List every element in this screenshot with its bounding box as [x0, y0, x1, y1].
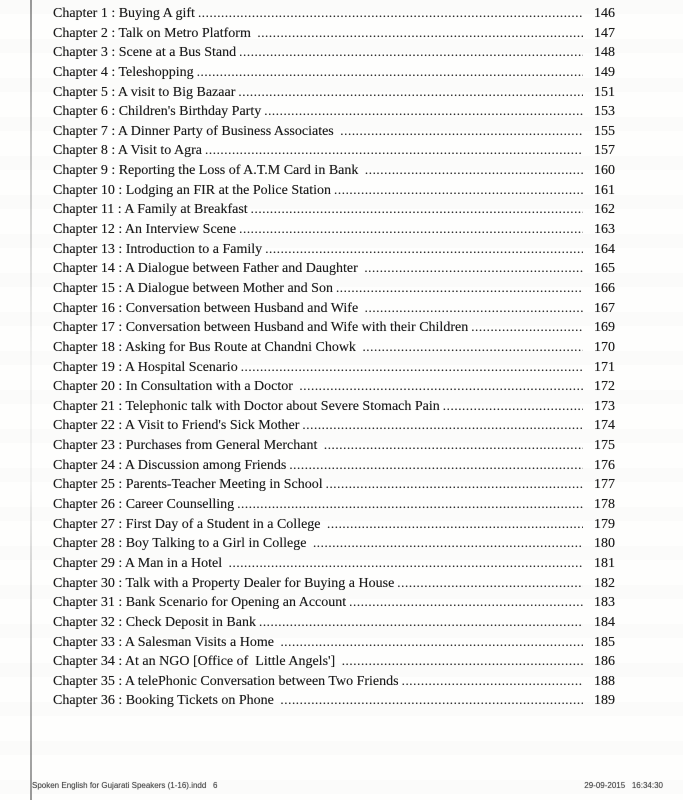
dot-leader — [302, 415, 583, 435]
toc-entry-page: 177 — [594, 477, 615, 493]
toc-entry-page: 188 — [594, 673, 615, 689]
toc-entry-page: 185 — [594, 634, 615, 650]
dot-leader — [264, 101, 583, 121]
toc-entry — [53, 62, 615, 82]
dot-leader — [349, 592, 583, 612]
dot-leader — [313, 533, 583, 553]
toc-entry-page: 149 — [594, 64, 615, 80]
toc-entry — [53, 160, 615, 180]
toc-entry — [53, 317, 615, 337]
dot-leader — [265, 239, 583, 259]
dot-leader — [365, 298, 583, 318]
toc-entry-page: 170 — [594, 339, 615, 355]
toc-entry — [53, 612, 615, 632]
dot-leader — [365, 160, 583, 180]
toc-entry-label: Chapter 16 : Conversation between Husband and Wife — [53, 300, 362, 316]
toc-entry-label: Chapter 4 : Teleshopping — [53, 64, 194, 80]
dot-leader — [239, 219, 583, 239]
toc-entry-page: 186 — [594, 654, 615, 670]
toc-entry — [53, 337, 615, 357]
toc-entry-label: Chapter 23 : Purchases from General Merchant — [53, 438, 321, 454]
toc-entry-label: Chapter 27 : First Day of a Student in a College — [53, 516, 325, 532]
dot-leader — [241, 357, 583, 377]
dot-leader — [397, 573, 583, 593]
toc-entry — [53, 3, 615, 23]
toc-entry-label: Chapter 22 : A Visit to Friend's Sick Mother — [53, 418, 300, 434]
toc-entry-label: Chapter 24 : A Discussion among Friends — [53, 457, 287, 473]
toc-entry-label: Chapter 17 : Conversation between Husband and Wife with their Children — [53, 320, 469, 336]
toc-entry-label: Chapter 21 : Telephonic talk with Doctor about Severe Stomach Pain — [53, 398, 440, 414]
toc-entry-page: 178 — [594, 497, 615, 513]
toc-entry-page: 182 — [594, 575, 615, 591]
dot-leader — [340, 121, 583, 141]
toc-entry-label: Chapter 19 : A Hospital Scenario — [53, 359, 238, 375]
toc-entry — [53, 219, 615, 239]
toc-entry — [53, 258, 615, 278]
toc-entry-page: 184 — [594, 614, 615, 630]
toc-entry-label: Chapter 10 : Lodging an FIR at the Police Station — [53, 182, 332, 198]
toc-entry-label: Chapter 20 : In Consultation with a Doctor — [53, 379, 297, 395]
dot-leader — [443, 396, 583, 416]
table-of-contents — [53, 3, 615, 710]
toc-entry-page: 160 — [594, 163, 615, 179]
footer-filename: Spoken English for Gujarati Speakers (1-16).indd 6 — [32, 781, 218, 790]
toc-entry-page: 176 — [594, 457, 615, 473]
dot-leader — [197, 62, 583, 82]
toc-entry-label: Chapter 3 : Scene at a Bus Stand — [53, 45, 237, 61]
toc-entry-label: Chapter 26 : Career Counselling — [53, 497, 235, 513]
toc-entry — [53, 396, 615, 416]
toc-entry-label: Chapter 18 : Asking for Bus Route at Chandni Chowk — [53, 339, 360, 355]
dot-leader — [280, 690, 583, 710]
toc-entry-page: 162 — [594, 202, 615, 218]
toc-entry-label: Chapter 15 : A Dialogue between Mother and Son — [53, 280, 333, 296]
dot-leader — [238, 82, 583, 102]
toc-entry — [53, 42, 615, 62]
toc-entry-label: Chapter 6 : Children's Birthday Party — [53, 104, 262, 120]
dot-leader — [259, 612, 583, 632]
dot-leader — [336, 278, 583, 298]
toc-entry-label: Chapter 14 : A Dialogue between Father and Daughter — [53, 261, 362, 277]
toc-entry-label: Chapter 13 : Introduction to a Family — [53, 241, 263, 257]
dot-leader — [280, 632, 583, 652]
toc-entry — [53, 121, 615, 141]
dot-leader — [198, 3, 583, 23]
toc-entry-label: Chapter 1 : Buying A gift — [53, 6, 195, 21]
toc-entry-page: 148 — [594, 45, 615, 61]
toc-entry-page: 180 — [594, 536, 615, 552]
footer-timestamp: 29-09-2015 16:34:30 — [584, 781, 663, 790]
toc-entry-page: 183 — [594, 595, 615, 611]
toc-entry — [53, 180, 615, 200]
toc-entry-page: 166 — [594, 280, 615, 296]
toc-entry — [53, 82, 615, 102]
toc-entry — [53, 239, 615, 259]
toc-entry-page: 169 — [594, 320, 615, 336]
toc-entry — [53, 632, 615, 652]
toc-entry — [53, 376, 615, 396]
toc-entry — [53, 435, 615, 455]
toc-entry-label: Chapter 34 : At an NGO [Office of Little Angels'] — [53, 654, 339, 670]
print-footer — [0, 781, 683, 793]
toc-entry — [53, 101, 615, 121]
dot-leader — [364, 258, 583, 278]
toc-entry-page: 175 — [594, 438, 615, 454]
dot-leader — [402, 671, 583, 691]
toc-entry — [53, 533, 615, 553]
toc-entry-page: 146 — [594, 6, 615, 21]
toc-entry-page: 155 — [594, 123, 615, 139]
toc-entry — [53, 573, 615, 593]
toc-entry-label: Chapter 11 : A Family at Breakfast — [53, 202, 248, 218]
dot-leader — [334, 180, 583, 200]
dot-leader — [327, 514, 583, 534]
dot-leader — [471, 317, 583, 337]
dot-leader — [342, 651, 583, 671]
toc-entry-label: Chapter 31 : Bank Scenario for Opening an Account — [53, 595, 347, 611]
toc-entry — [53, 278, 615, 298]
dot-leader — [257, 23, 583, 43]
dot-leader — [299, 376, 583, 396]
dot-leader — [237, 494, 583, 514]
toc-entry-page: 189 — [594, 693, 615, 709]
toc-entry-label: Chapter 32 : Check Deposit in Bank — [53, 614, 256, 630]
toc-entry-label: Chapter 12 : An Interview Scene — [53, 222, 237, 238]
toc-entry — [53, 671, 615, 691]
toc-entry-label: Chapter 28 : Boy Talking to a Girl in College — [53, 536, 310, 552]
toc-entry-page: 167 — [594, 300, 615, 316]
toc-entry-label: Chapter 25 : Parents-Teacher Meeting in School — [53, 477, 323, 493]
toc-entry-label: Chapter 35 : A telePhonic Conversation between Two Friends — [53, 673, 399, 689]
dot-leader — [289, 455, 583, 475]
toc-entry-page: 151 — [594, 84, 615, 100]
toc-entry-page: 172 — [594, 379, 615, 395]
dot-leader — [324, 435, 583, 455]
dot-leader — [362, 337, 583, 357]
toc-entry — [53, 651, 615, 671]
toc-entry-page: 179 — [594, 516, 615, 532]
toc-entry — [53, 23, 615, 43]
toc-entry-page: 147 — [594, 25, 615, 41]
toc-entry-page: 161 — [594, 182, 615, 198]
dot-leader — [239, 42, 583, 62]
toc-entry — [53, 494, 615, 514]
toc-entry-page: 153 — [594, 104, 615, 120]
toc-entry-page: 173 — [594, 398, 615, 414]
toc-entry — [53, 140, 615, 160]
toc-entry — [53, 474, 615, 494]
toc-entry-label: Chapter 33 : A Salesman Visits a Home — [53, 634, 278, 650]
toc-entry-page: 165 — [594, 261, 615, 277]
toc-entry — [53, 690, 615, 710]
toc-entry-page: 164 — [594, 241, 615, 257]
toc-entry — [53, 455, 615, 475]
dot-leader — [229, 553, 583, 573]
toc-entry-page: 171 — [594, 359, 615, 375]
toc-entry-label: Chapter 36 : Booking Tickets on Phone — [53, 693, 278, 709]
dot-leader — [205, 140, 583, 160]
toc-entry-page: 174 — [594, 418, 615, 434]
toc-entry-label: Chapter 7 : A Dinner Party of Business Associates — [53, 123, 338, 139]
page-edge-line — [30, 0, 32, 800]
toc-entry — [53, 592, 615, 612]
toc-entry-page: 157 — [594, 143, 615, 159]
toc-entry-page: 181 — [594, 555, 615, 571]
toc-entry-page: 163 — [594, 222, 615, 238]
toc-entry-label: Chapter 9 : Reporting the Loss of A.T.M Card in Bank — [53, 163, 362, 179]
toc-entry — [53, 199, 615, 219]
dot-leader — [251, 199, 583, 219]
dot-leader — [326, 474, 583, 494]
toc-entry-label: Chapter 30 : Talk with a Property Dealer for Buying a House — [53, 575, 395, 591]
toc-entry-label: Chapter 29 : A Man in a Hotel — [53, 555, 226, 571]
toc-entry-label: Chapter 8 : A Visit to Agra — [53, 143, 203, 159]
toc-entry — [53, 514, 615, 534]
toc-entry-label: Chapter 5 : A visit to Big Bazaar — [53, 84, 236, 100]
toc-entry — [53, 415, 615, 435]
toc-entry — [53, 298, 615, 318]
toc-entry-label: Chapter 2 : Talk on Metro Platform — [53, 25, 255, 41]
toc-entry — [53, 553, 615, 573]
toc-entry — [53, 357, 615, 377]
